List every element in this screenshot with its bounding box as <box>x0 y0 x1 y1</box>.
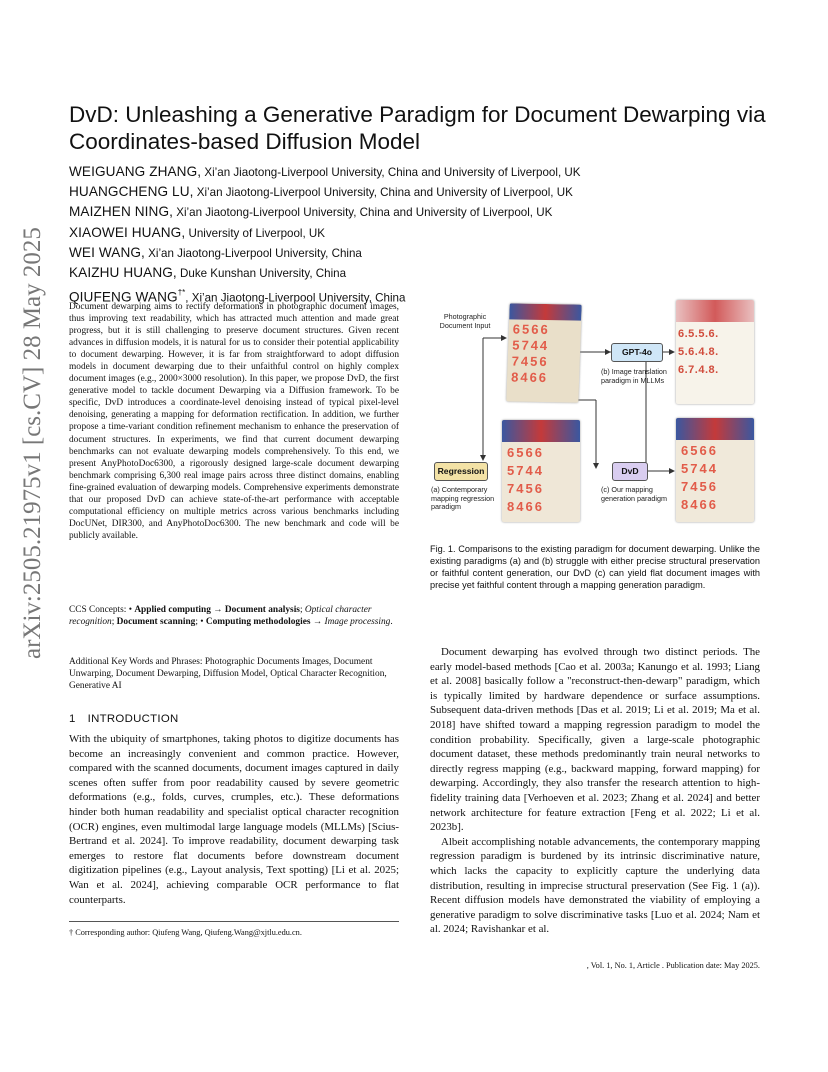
author-affiliation: Xi’an Jiaotong-Liverpool University, China <box>144 246 362 260</box>
dvd-box: DvD <box>612 462 648 481</box>
author-affiliation: Duke Kunshan University, China <box>176 267 347 281</box>
digit-row: 8466 <box>507 499 544 514</box>
regression-box: Regression <box>434 462 488 481</box>
author-name: WEI WANG, <box>69 244 145 260</box>
author-affiliation: University of Liverpool, UK <box>185 226 326 240</box>
author-6 <box>69 263 689 283</box>
ccs-sep: ; <box>111 617 117 628</box>
footnote: † Corresponding author: Qiufeng Wang, Qiufeng.Wang@xjtlu.edu.cn. <box>69 928 302 937</box>
author-list <box>69 162 689 308</box>
ccs-concept-1-sub: Optical character recognition <box>69 605 372 628</box>
ccs-lead: CCS Concepts: • <box>69 605 135 615</box>
digit-row: 5744 <box>681 461 718 476</box>
digit-row: 7456 <box>681 479 718 494</box>
photo-banner <box>509 303 582 320</box>
digit-row: 5744 <box>512 337 550 354</box>
arxiv-stamp <box>18 227 48 660</box>
digit-row: 6566 <box>507 445 544 460</box>
input-label: Photographic Document Input <box>439 312 491 330</box>
gpt-output-photo <box>676 300 754 404</box>
digit-row: 6.5.5.6. <box>678 328 719 340</box>
body-paragraph: Document dewarping has evolved through two distinct periods. The early model-based methods [Cao et al. 2003a; Kanungo et al. 1993; Liang et al. 2008] basically follow a "reconstruct-then-dewarp" paradigm, which is typically limited by hardware dependence or surface assumptions. Subsequent data-driven methods [Das et al. 2019; Li et al. 2019; Ma et al. 2018] have shifted toward a mapping regression paradigm to model the condition probability. Specifically, given a large-scale photographic document dataset, these methods predominantly train neural networks to directly regress mapping (e.g., backward mapping, forward mapping) for dewarping. Accordingly, they also transfer the research attention to high-fidelity training data [Verhoeven et al. 2023; Zhang et al. 2024] and better network architecture for feature extraction [Feng et al. 2022; Li et al. 2023b]. <box>430 646 760 834</box>
digit-row: 6.7.4.8. <box>678 364 719 376</box>
keywords: Additional Key Words and Phrases: Photographic Documents Images, Document Unwarping, Document Dewarping, Diffusion Model, Optical Character Recognition, Generative AI <box>69 657 387 692</box>
digit-row: 6566 <box>512 321 551 338</box>
dvd-caption: (c) Our mapping generation paradigm <box>601 485 667 503</box>
digit-row: 7456 <box>507 481 544 496</box>
regression-caption: (a) Contemporary mapping regression paradigm <box>431 485 495 512</box>
arxiv-id: arXiv:2505.21975v1 [cs.CV] 28 May 2025 <box>19 227 46 659</box>
ccs-sep: ; • <box>195 617 206 628</box>
author-4 <box>69 223 689 243</box>
abstract: Document dewarping aims to rectify deformations in photographic document images, thus improving text readability, which has attracted much attention and made great progress, but it is still challenging to preserve document structures. Given recent advances in diffusion models, it is natural for us to consider their potential applicability to document dewarping. However, it is far from straightforward to adopt diffusion models in document dewarping due to their unfaithful control on highly complex document images (e.g., 2000×3000 resolution). In this paper, we propose DvD, the first generative model to tackle document Dewarping via a Diffusion framework. To be specific, DvD introduces a coordinate-level denoising instead of typical pixel-level denoising, generating a mapping for deformation rectification. In addition, we further propose a time-variant condition refinement mechanism to enhance the preservation of document structures. In experiments, we find that current document dewarping benchmarks can not evaluate dewarping models comprehensively. To this end, we present AnyPhotoDoc6300, a rigorously designed large-scale document dewarping benchmark comprising 6,300 real image pairs across three distinct domains, enabling fine-grained evaluation of dewarping models. Comprehensive experiments demonstrate that our proposed DvD can achieve state-of-the-art performance with acceptable computational efficiency on multiple metrics across various benchmarks including DocUNet, DIR300, and AnyPhotoDoc6300. The new benchmark and code will be publicly available. <box>69 302 399 541</box>
author-2 <box>69 182 689 202</box>
author-name: HUANGCHENG LU, <box>69 184 194 200</box>
photo-digits <box>502 442 580 518</box>
digit-row: 8466 <box>681 497 718 512</box>
author-mark: †* <box>177 288 186 298</box>
body-paragraph: Albeit accomplishing notable advancements, the contemporary mapping regression paradigm is burdened by its intrinsic discriminative nature, which lacks the capacity to explicitly capture the underlying data distribution, resulting in imprecise structural preservation (See Fig. 1 (a)). Recent diffusion models have demonstrated the viability of employing a generative paradigm to solve discriminative tasks [Luo et al. 2024; Nam et al. 2024; Ravishankar et al. <box>430 835 760 936</box>
gpt-4o-box: GPT-4o <box>611 343 663 362</box>
footnote-rule <box>69 921 399 922</box>
author-name: XIAOWEI HUANG, <box>69 224 186 240</box>
section-number: 1 <box>69 713 76 725</box>
photo-digits <box>676 440 754 516</box>
intro-paragraph: With the ubiquity of smartphones, taking photos to digitize documents has become an increasingly convenient and common practice. However, compared with the scanned documents, document images captured in daily scenes often suffer from poor readability caused by severe geometric deformations (e.g., folds, curves, crumples, etc.). These deformations hinder both human readability and specialist optical character recognition (OCR) engines, even multimodal large language models (MLLMs) [Scius-Bertrand et al. 2024]. To improve readability, document dewarping task emerges to restore flat documents before downstream document digitization pipelines (e.g., Layout analysis, Text spotting) [Li et al. 2025; Wan et al. 2024], achieving comparable OCR performance to flat counterparts. <box>69 733 399 906</box>
dvd-output-photo <box>676 418 754 522</box>
author-affiliation: , Xi’an Jiaotong-Liverpool University, China <box>185 291 406 305</box>
input-photo <box>506 303 581 402</box>
page-footer: , Vol. 1, No. 1, Article . Publication date: May 2025. <box>586 961 760 970</box>
ccs-sep: ; <box>299 605 305 615</box>
digit-row: 8466 <box>510 369 549 386</box>
ccs-concept-3: Computing methodologies <box>205 617 311 628</box>
right-column-body <box>430 645 760 937</box>
digit-row: 6566 <box>681 443 718 458</box>
digit-row: 7456 <box>511 353 549 370</box>
section-title: INTRODUCTION <box>87 713 179 725</box>
ccs-concept-3-sub: → Image processing <box>310 617 391 628</box>
author-3 <box>69 202 689 222</box>
section-heading <box>69 713 179 725</box>
author-affiliation: Xi’an Jiaotong-Liverpool University, China and University of Liverpool, UK <box>173 206 553 220</box>
author-affiliation: Xi’an Jiaotong-Liverpool University, China and University of Liverpool, UK <box>201 166 581 179</box>
author-affiliation: Xi’an Jiaotong-Liverpool University, China and University of Liverpool, UK <box>193 186 573 200</box>
ccs-concept-1: Applied computing → Document analysis <box>134 605 300 615</box>
photo-banner <box>676 300 754 322</box>
author-name: QIUFENG WANG <box>69 289 178 305</box>
author-name: WEIGUANG ZHANG, <box>69 164 202 179</box>
author-1 <box>69 162 689 182</box>
ccs-concepts <box>69 604 399 628</box>
ccs-concept-2: Document scanning <box>116 617 196 628</box>
author-5 <box>69 243 689 263</box>
photo-banner <box>676 418 754 440</box>
digit-row: 5744 <box>507 463 544 478</box>
photo-digits <box>507 319 581 388</box>
photo-banner <box>502 420 580 442</box>
author-name: KAIZHU HUANG, <box>69 265 177 281</box>
figure-caption: Fig. 1. Comparisons to the existing paradigm for document dewarping. Unlike the existing paradigms (a) and (b) struggle with either precise structural preservation or faithful content generation, our DvD (c) can yield flat document images with precise yet faithful content through a mapping generation paradigm. <box>430 544 760 591</box>
digit-row: 5.6.4.8. <box>678 346 719 358</box>
photo-digits <box>676 322 754 382</box>
ccs-end: . <box>390 617 393 628</box>
regression-output-photo <box>502 420 580 522</box>
paper-title: DvD: Unleashing a Generative Paradigm for Document Dewarping via Coordinates-based Diffusion Model <box>69 102 766 154</box>
gpt-caption: (b) Image translation paradigm in MLLMs <box>601 367 667 385</box>
figure-1 <box>428 300 768 530</box>
author-name: MAIZHEN NING, <box>69 204 174 220</box>
